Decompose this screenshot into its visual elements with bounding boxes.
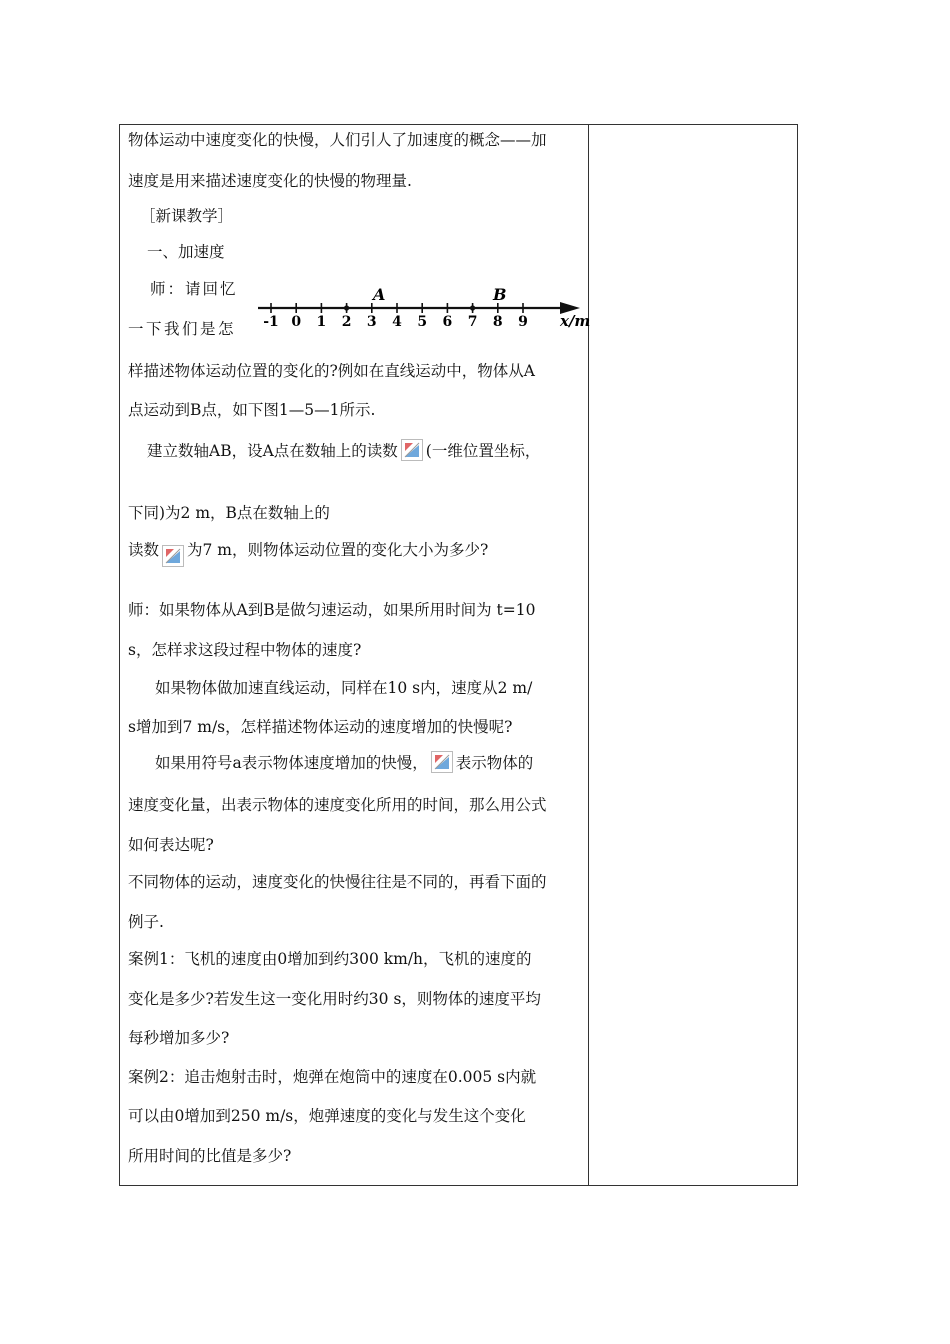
broken-image-icon: [162, 545, 184, 567]
text-line: 如何表达呢?: [128, 836, 214, 854]
text-segment: (一维位置坐标，: [425, 442, 541, 460]
text-line: 点运动到B点，如下图1—5—1所示.: [128, 401, 376, 419]
axis-tick-label: 0: [291, 314, 302, 330]
broken-image-icon: [431, 751, 453, 773]
point-b-marker: [470, 305, 475, 310]
text-line: s增加到7 m/s，怎样描述物体运动的速度增加的快慢呢?: [128, 718, 513, 736]
text-segment: 为7 m，则物体运动位置的变化大小为多少?: [187, 541, 489, 559]
text-segment: 如果用符号a表示物体速度增加的快慢，: [155, 754, 428, 772]
number-line-figure: [256, 283, 590, 331]
text-line: 速度是用来描述速度变化的快慢的物理量.: [128, 172, 412, 190]
text-segment: 表示物体的: [455, 754, 534, 772]
text-line: 例子.: [128, 913, 164, 931]
text-line: 每秒增加多少?: [128, 1029, 230, 1047]
text-line: 师：如果物体从A到B是做匀速运动，如果所用时间为 t=10: [128, 601, 536, 619]
text-line: [155, 751, 533, 773]
text-line: 物体运动中速度变化的快慢，人们引人了加速度的概念——加: [128, 131, 547, 149]
axis-tick-label: 2: [341, 314, 352, 330]
text-line: 速度变化量，出表示物体的速度变化所用的时间，那么用公式: [128, 796, 547, 814]
text-line: 不同物体的运动，速度变化的快慢往往是不同的，再看下面的: [128, 873, 547, 891]
text-line: 样描述物体运动位置的变化的?例如在直线运动中，物体从A: [128, 362, 536, 380]
text-line: [128, 540, 488, 567]
text-line: [147, 439, 540, 461]
text-line: s，怎样求这段过程中物体的速度?: [128, 641, 362, 659]
text-line: 如果物体做加速直线运动，同样在10 s内，速度从2 m/: [155, 679, 533, 697]
section-heading: 一、加速度: [147, 243, 225, 261]
axis-tick-label: 4: [392, 314, 402, 330]
text-segment: 建立数轴AB，设A点在数轴上的读数: [147, 442, 398, 460]
text-line: 下同)为2 m，B点在数轴上的: [128, 504, 330, 522]
axis-tick-label: 3: [366, 314, 377, 330]
axis-unit-label: x/m: [560, 312, 590, 330]
text-line: 一下我们是怎: [128, 320, 237, 338]
text-line: 师：请回忆: [150, 280, 238, 298]
axis-tick-label: 7: [467, 314, 478, 330]
point-a-label: A: [373, 285, 386, 304]
text-line: 可以由0增加到250 m/s，炮弹速度的变化与发生这个变化: [128, 1107, 526, 1125]
text-segment: 读数: [128, 541, 160, 559]
axis-tick-label: 5: [417, 314, 428, 330]
text-line: 所用时间的比值是多少?: [128, 1147, 292, 1165]
axis-tick-label: 9: [518, 314, 528, 330]
point-b-label: B: [493, 285, 507, 304]
axis-tick-label: 8: [492, 314, 503, 330]
section-label: ［新课教学］: [140, 207, 234, 225]
axis-tick-label: -1: [263, 314, 279, 330]
axis-tick-label: 1: [316, 314, 327, 330]
broken-image-icon: [401, 439, 423, 461]
axis-tick-label: 6: [442, 314, 453, 330]
text-line: 变化是多少?若发生这一变化用时约30 s，则物体的速度平均: [128, 990, 541, 1008]
text-line: 案例1：飞机的速度由0增加到约300 km/h，飞机的速度的: [128, 950, 532, 968]
point-a-marker: [344, 305, 349, 310]
text-line: 案例2：追击炮射击时，炮弹在炮筒中的速度在0.005 s内就: [128, 1068, 537, 1086]
